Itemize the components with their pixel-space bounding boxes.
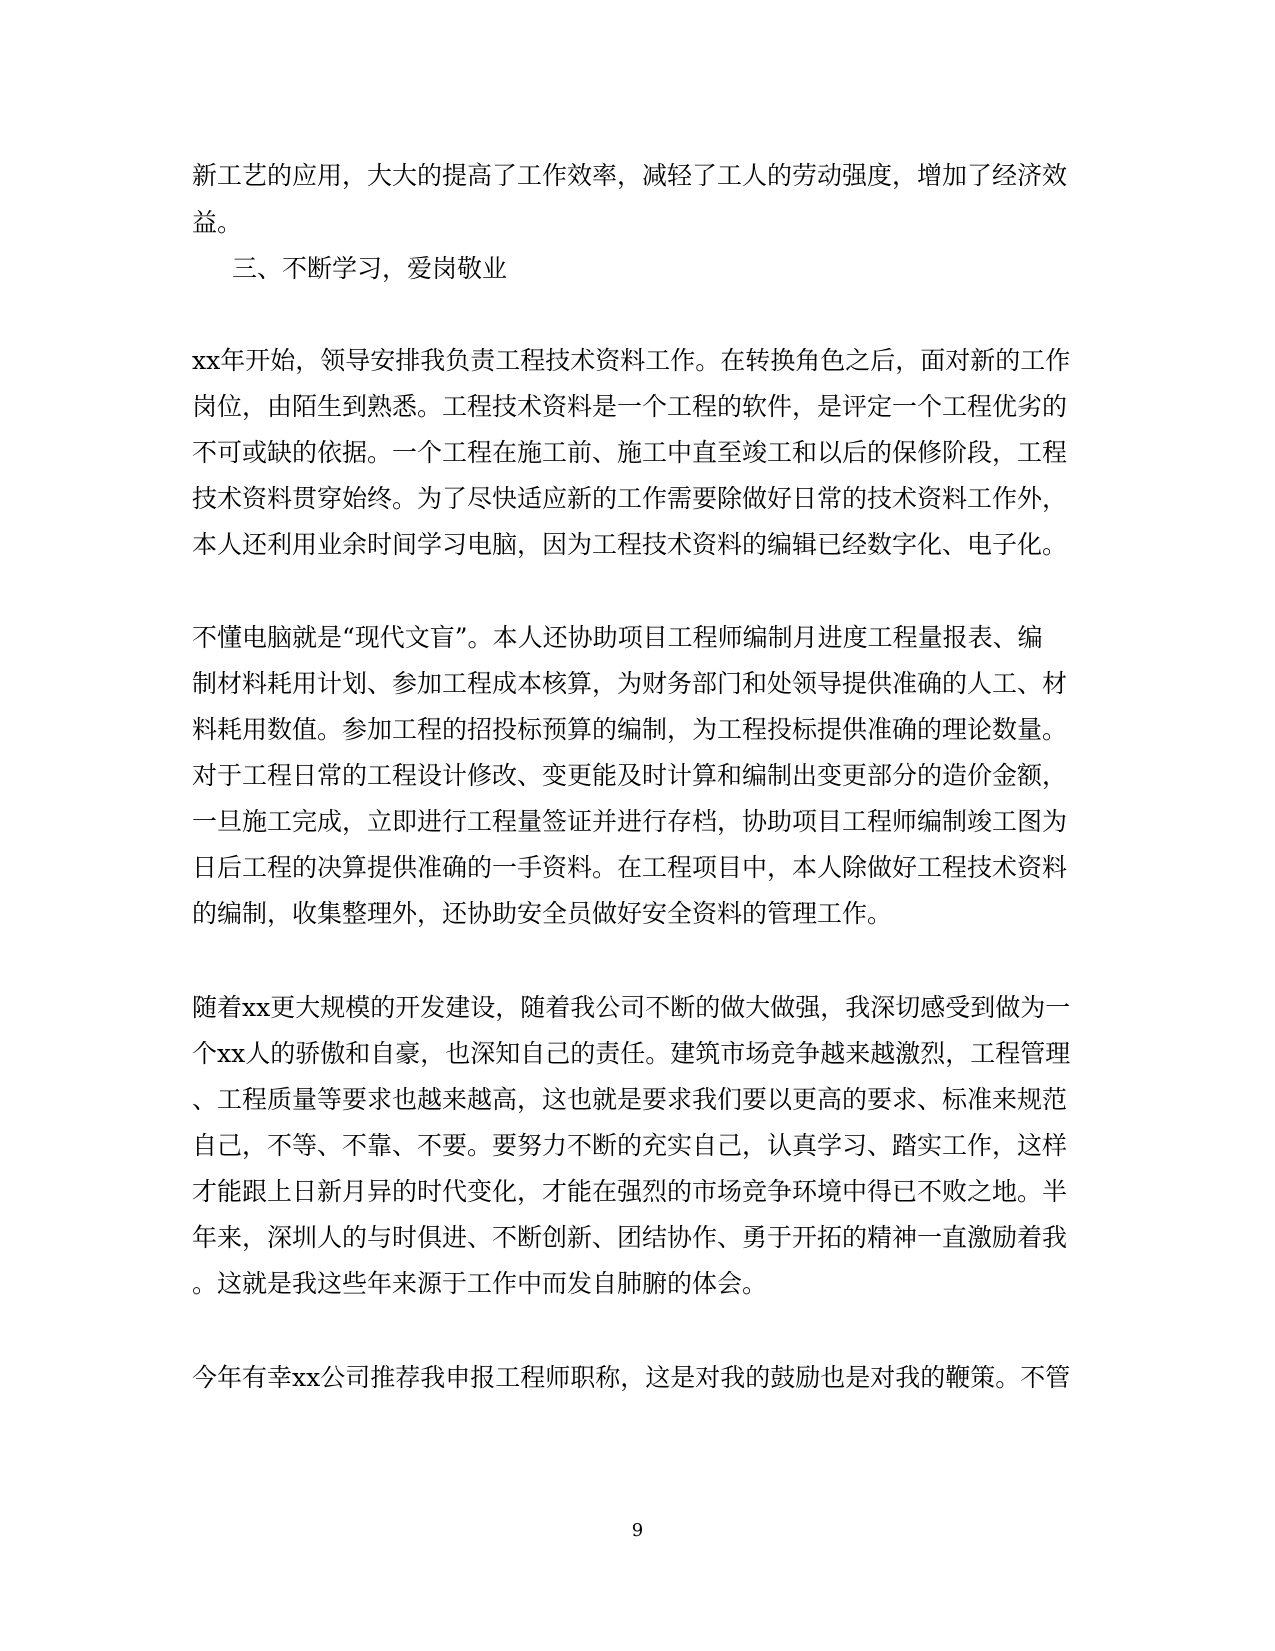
text-line: 日后工程的决算提供准确的一手资料。在工程项目中，本人除做好工程技术资料 [192, 853, 1068, 882]
text-line: 不可或缺的依据。一个工程在施工前、施工中直至竣工和以后的保修阶段，工程 [192, 438, 1068, 467]
text-line: 新工艺的应用，大大的提高了工作效率，减轻了工人的劳动强度，增加了经济效 [192, 161, 1068, 190]
text-line: 年来，深圳人的与时俱进、不断创新、团结协作、勇于开拓的精神一直激励着我 [192, 1223, 1068, 1252]
text-line: 个xx人的骄傲和自豪，也深知自己的责任。建筑市场竞争越来越激烈，工程管理 [192, 1039, 1071, 1068]
text-line: 对于工程日常的工程设计修改、变更能及时计算和编制出变更部分的造价金额， [192, 761, 1068, 790]
text-line: 岗位，由陌生到熟悉。工程技术资料是一个工程的软件，是评定一个工程优劣的 [192, 392, 1068, 421]
text-line: 一旦施工完成，立即进行工程量签证并进行存档，协助项目工程师编制竣工图为 [192, 807, 1068, 836]
heading-line: 三、不断学习，爱岗敬业 [232, 254, 508, 283]
text-line: 。这就是我这些年来源于工作中而发自肺腑的体会。 [192, 1269, 768, 1298]
text-line: 自己，不等、不靠、不要。要努力不断的充实自己，认真学习、踏实工作，这样 [192, 1131, 1068, 1160]
text-line: 本人还利用业余时间学习电脑，因为工程技术资料的编辑已经数字化、电子化。 [192, 530, 1068, 559]
text-line: 技术资料贯穿始终。为了尽快适应新的工作需要除做好日常的技术资料工作外， [192, 484, 1068, 513]
text-line: 制材料耗用计划、参加工程成本核算，为财务部门和处领导提供准确的人工、材 [192, 669, 1068, 698]
text-line: 今年有幸xx公司推荐我申报工程师职称，这是对我的鼓励也是对我的鞭策。不管 [192, 1363, 1071, 1392]
text-line: 料耗用数值。参加工程的招投标预算的编制，为工程投标提供准确的理论数量。 [192, 715, 1068, 744]
text-line: 不懂电脑就是“现代文盲”。本人还协助项目工程师编制月进度工程量报表、编 [192, 623, 1043, 652]
text-line: xx年开始，领导安排我负责工程技术资料工作。在转换角色之后，面对新的工作 [192, 346, 1071, 375]
page-number: 9 [631, 1520, 644, 1541]
text-line: 随着xx更大规模的开发建设，随着我公司不断的做大做强，我深切感受到做为一 [192, 993, 1071, 1022]
text-line: 、工程质量等要求也越来越高，这也就是要求我们要以更高的要求、标准来规范 [192, 1085, 1068, 1114]
text-line: 的编制，收集整理外，还协助安全员做好安全资料的管理工作。 [192, 899, 893, 928]
text-line: 益。 [192, 208, 243, 237]
text-line: 才能跟上日新月异的时代变化，才能在强烈的市场竞争环境中得已不败之地。半 [192, 1177, 1068, 1206]
